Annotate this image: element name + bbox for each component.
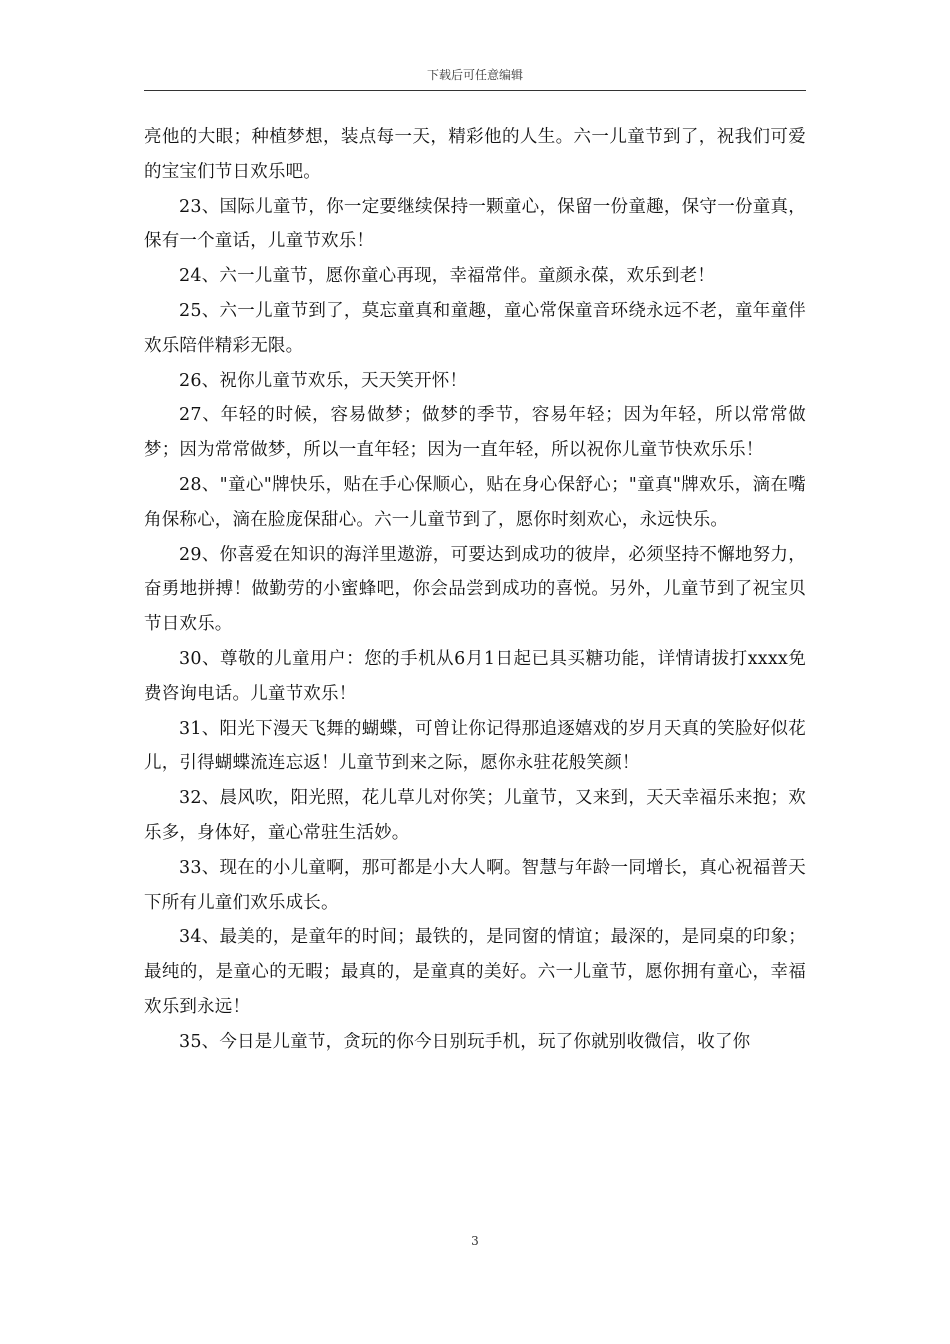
page-number: 3 — [471, 1234, 479, 1248]
paragraph: 29、你喜爱在知识的海洋里遨游，可要达到成功的彼岸，必须坚持不懈地努力，奋勇地拼搏！做勤劳的小蜜蜂吧，你会品尝到成功的喜悦。另外，儿童节到了祝宝贝节日欢乐。 — [144, 544, 806, 635]
page-header: 下载后可任意编辑 — [426, 68, 523, 82]
paragraph: 25、六一儿童节到了，莫忘童真和童趣，童心常保童音环绕永远不老，童年童伴欢乐陪伴精彩无限。 — [144, 300, 806, 356]
paragraph: 27、年轻的时候，容易做梦；做梦的季节，容易年轻；因为年轻，所以常常做梦；因为常常做梦，所以一直年轻；因为一直年轻，所以祝你儿童节快欢乐乐！ — [144, 405, 806, 461]
paragraph: 28、"童心"牌快乐，贴在手心保顺心，贴在身心保舒心；"童真"牌欢乐，滴在嘴角保称心，滴在脸庞保甜心。六一儿童节到了，愿你时刻欢心，永远快乐。 — [144, 474, 806, 530]
paragraph: 34、最美的，是童年的时间；最铁的，是同窗的情谊；最深的，是同桌的印象；最纯的，是童心的无暇；最真的，是童真的美好。六一儿童节，愿你拥有童心，幸福欢乐到永远！ — [144, 927, 806, 1017]
paragraph: 24、六一儿童节，愿你童心再现，幸福常伴。童颜永葆，欢乐到老！ — [179, 266, 715, 287]
paragraph: 32、晨风吹，阳光照，花儿草儿对你笑；儿童节，又来到，天天幸福乐来抱；欢乐多，身体好，童心常驻生活妙。 — [144, 788, 806, 843]
paragraph: 30、尊敬的儿童用户：您的手机从6月1日起已具买糖功能，详情请拔打xxxx免费咨询电话。儿童节欢乐！ — [144, 648, 806, 704]
document-body — [144, 120, 806, 1060]
paragraph: 33、现在的小儿童啊，那可都是小大人啊。智慧与年龄一同增长，真心祝福普天下所有儿童们欢乐成长。 — [144, 857, 806, 913]
paragraph: 31、阳光下漫天飞舞的蝴蝶，可曾让你记得那追逐嬉戏的岁月天真的笑脸好似花儿，引得蝴蝶流连忘返！儿童节到来之际，愿你永驻花般笑颜！ — [144, 718, 806, 774]
header-rule — [144, 90, 806, 91]
paragraph: 亮他的大眼；种植梦想，装点每一天，精彩他的人生。六一儿童节到了，祝我们可爱的宝宝们节日欢乐吧。 — [144, 127, 806, 182]
paragraph: 23、国际儿童节，你一定要继续保持一颗童心，保留一份童趣，保守一份童真，保有一个童话，儿童节欢乐！ — [144, 196, 806, 252]
paragraph: 35、今日是儿童节，贪玩的你今日别玩手机，玩了你就别收微信，收了你 — [179, 1031, 751, 1052]
paragraph: 26、祝你儿童节欢乐，天天笑开怀！ — [179, 370, 468, 391]
